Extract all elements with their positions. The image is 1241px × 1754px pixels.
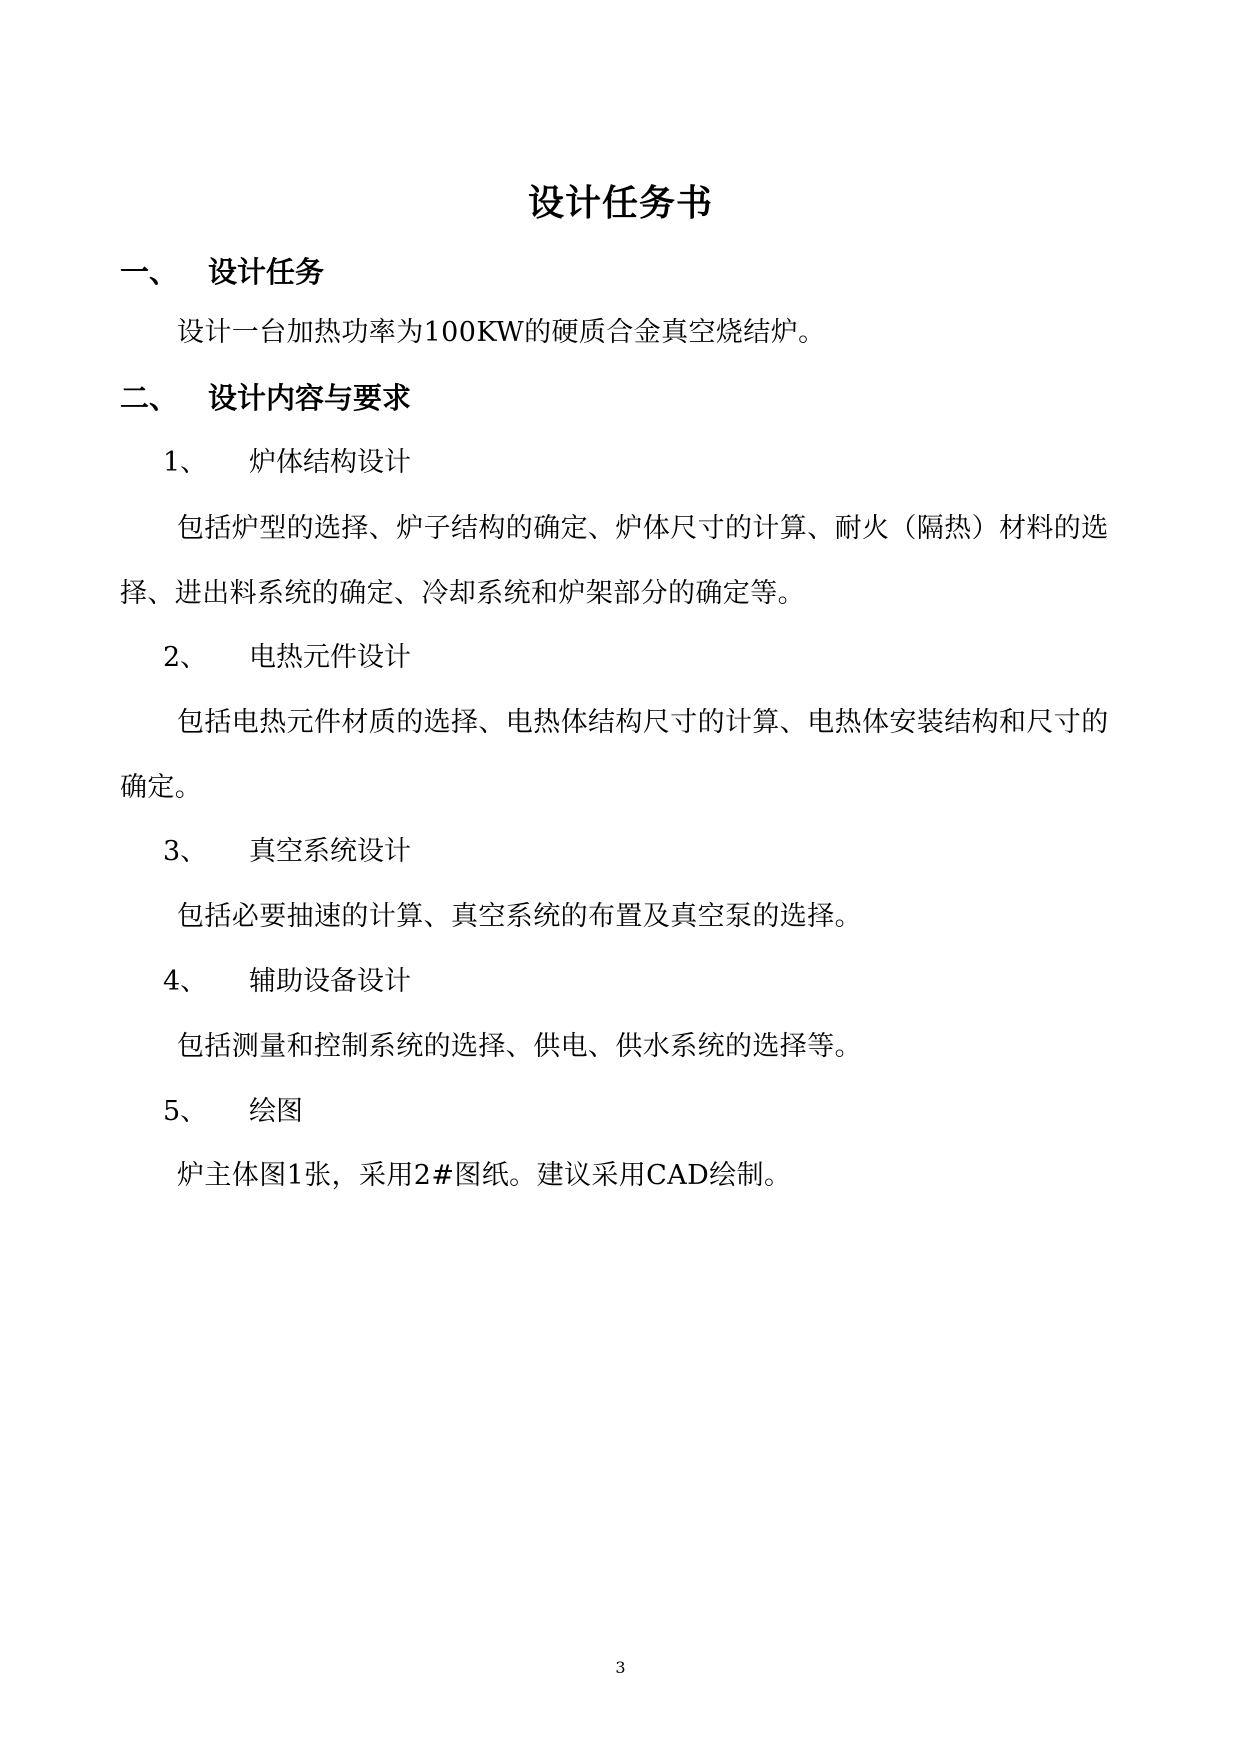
subsection-heading-5 (163, 1092, 303, 1132)
subsection-heading-4 (163, 962, 411, 1002)
section-number: 二、 (120, 381, 179, 415)
subsection-5-paragraph: 炉主体图1张，采用2#图纸。建议采用CAD绘制。 (177, 1160, 792, 1191)
subsection-number: 5、 (163, 1096, 208, 1127)
subsection-number: 2、 (163, 642, 208, 673)
subsection-title: 绘图 (249, 1096, 303, 1127)
subsection-title: 真空系统设计 (249, 836, 411, 867)
section-heading-1 (120, 252, 324, 292)
subsection-heading-1 (163, 443, 411, 483)
subsection-title: 电热元件设计 (249, 642, 411, 673)
subsection-3-paragraph: 包括必要抽速的计算、真空系统的布置及真空泵的选择。 (177, 901, 862, 932)
section-heading-2 (120, 378, 411, 418)
subsection-heading-3 (163, 832, 411, 872)
section-title: 设计内容与要求 (208, 381, 412, 415)
subsection-number: 3、 (163, 836, 208, 867)
page-title: 设计任务书 (527, 183, 713, 224)
subsection-number: 1、 (163, 447, 208, 478)
section-title: 设计任务 (208, 255, 325, 289)
subsection-heading-2 (163, 638, 411, 678)
subsection-2-paragraph: 包括电热元件材质的选择、电热体结构尺寸的计算、电热体安装结构和尺寸的确定。 (120, 707, 1109, 803)
subsection-title: 辅助设备设计 (249, 966, 411, 997)
subsection-number: 4、 (163, 966, 208, 997)
section-1-paragraph: 设计一台加热功率为100KW的硬质合金真空烧结炉。 (177, 317, 826, 348)
subsection-title: 炉体结构设计 (249, 447, 411, 478)
subsection-1-paragraph: 包括炉型的选择、炉子结构的确定、炉体尺寸的计算、耐火（隔热）材料的选择、进出料系统的确定、冷却系统和炉架部分的确定等。 (120, 513, 1109, 609)
section-number: 一、 (120, 255, 179, 289)
subsection-4-paragraph: 包括测量和控制系统的选择、供电、供水系统的选择等。 (177, 1031, 862, 1062)
page-number: 3 (615, 1658, 626, 1677)
